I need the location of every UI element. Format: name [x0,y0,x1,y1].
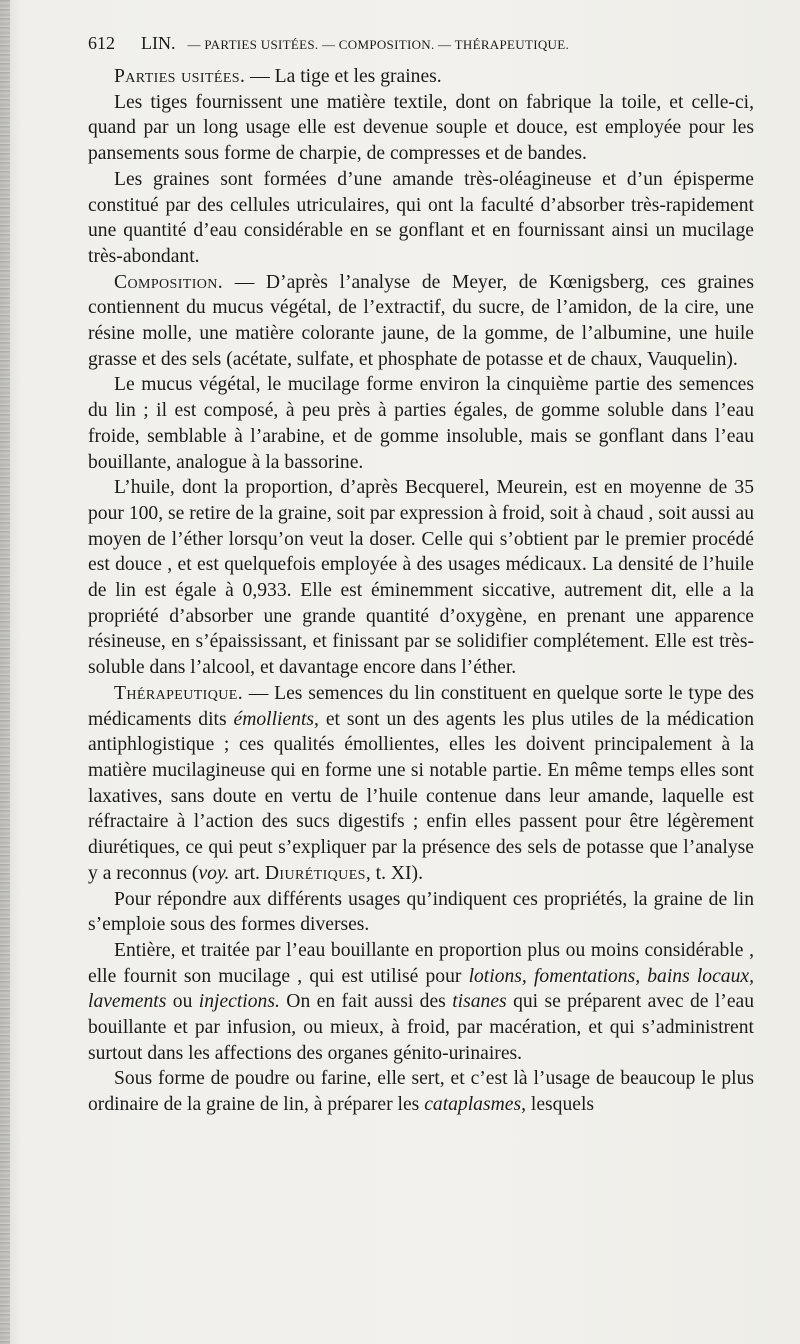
paragraph [88,64,754,90]
paragraph-text: , t. XI). [365,862,423,884]
page-binding-edge [0,0,10,1344]
italic-term: injections. [198,991,280,1013]
italic-term: voy. [198,862,230,884]
section-lead: Thérapeutique. [114,682,244,704]
paragraph [88,90,754,167]
page-content [88,26,754,1118]
paragraph-text: qui se préparent avec de l’eau bouillante et par infusion, ou mieux, à froid, par macération, et qui s’administrent surtout dans les affections des organes génito-urinaires. [88,991,755,1064]
paragraph [88,1066,754,1117]
paragraph [88,887,754,938]
italic-term: lotions, fomentations, bains locaux, lavements [88,965,754,1013]
paragraph-text: Entière, et traitée par l’eau bouillante en proportion plus ou moins considérable , elle fournit son mucilage , qui est utilisé pour [88,939,754,987]
paragraph-text: L’huile, dont la proportion, d’après Becquerel, Meurein, est en moyenne de 35 pour 100, se retire de la graine, soit par expression à froid, soit à chaud , soit aussi au moyen de l’éther lorsqu’on veut la doser. Celle qui s’obtient par le premier procédé est douce , et est quelquefois employée à des usages médicaux. La densité de l’huile de lin est égale à 0,933. Elle est éminemment siccative, autrement dit, elle a la propriété d’absorber une grande quantité d’oxygène, en prenant une apparence résineuse, en s’épaississant, et finissant par se solidifier complétement. Elle est très-soluble dans l’alcool, et davantage encore dans l’éther. [88,477,755,679]
paragraph [88,475,754,681]
paragraph-text: ou [166,991,199,1013]
paragraph-text: lesquels [525,1094,595,1116]
paragraph-text: Les tiges fournissent une matière textile, dont on fabrique la toile, et celle-ci, quand par un long usage elle est devenue souple et douce, est employée pour les pansements sous forme de charpie, de compresses et de bandes. [88,91,754,165]
italic-term: émollients [233,708,315,730]
paragraph-text: — Les semences du lin constituent en quelque sorte le type des médicaments dits [88,682,754,730]
section-lead: Composition. [114,271,224,293]
paragraph-text: Sous forme de poudre ou farine, elle sert, et c’est là l’usage de beaucoup le plus ordinaire de la graine de lin, à préparer les [88,1068,754,1116]
paragraph-text: On en fait aussi des [279,991,453,1013]
italic-term: cataplasmes, [424,1094,526,1116]
paragraph-text: Le mucus végétal, le mucilage forme environ la cinquième partie des semences du lin ; il est composé, à peu près à parties égales, de gomme soluble dans l’eau froide, semblable à l’arabine, et de gomme insoluble, mais se gonflant dans l’eau bouillante, analogue à la bassorine. [88,374,754,473]
article-title: LIN. [141,33,176,53]
paragraph-text: — D’après l’analyse de Meyer, de Kœnigsberg, ces graines contiennent du mucus végétal, de l’extractif, du sucre, de l’amidon, de la cire, une résine molle, une matière colorante jaune, de la gomme, de l’albumine, une huile grasse et des sels (acétate, sulfate, et phosphate de potasse et de chaux, Vauquelin). [88,271,754,370]
paragraph-text: Les graines sont formées d’une amande très-oléagineuse et d’un épisperme constitué par des cellules utriculaires, qui ont la faculté d’absorber très-rapidement une quantité d’eau considérable en se gonflant et en fournissant ainsi un mucilage très-abondant. [88,168,754,267]
paragraph [88,167,754,270]
body-text [88,64,754,1118]
page-number: 612 [88,33,115,53]
paragraph [88,681,754,887]
section-lead: Parties usitées. [114,66,246,87]
cross-reference: Diurétiques [264,862,366,884]
paragraph-text: Pour répondre aux différents usages qu’indiquent ces propriétés, la graine de lin s’emploie sous des formes diverses. [88,888,754,936]
paragraph [88,372,754,475]
paragraph [88,270,754,373]
paragraph-text: art. [229,862,265,884]
paragraph-text: — La tige et les graines. [245,66,442,87]
paragraph [88,938,754,1067]
running-header [88,26,754,60]
paragraph-text: , et sont un des agents les plus utiles de la médication antiphlogistique ; ces qualités émollientes, elles les doivent principalement à la matière mucilagineuse qui en forme une si notable partie. En même temps elles sont laxatives, sans doute en vertu de l’huile contenue dans leur amande, laquelle est réfractaire à l’action des sucs digestifs ; enfin elles passent pour être légèrement diurétiques, ce qui peut s’expliquer par la présence des sels de potasse que l’analyse y a reconnus ( [88,708,755,884]
running-head: — PARTIES USITÉES. — COMPOSITION. — THÉRAPEUTIQUE. [187,37,569,52]
italic-term: tisanes [452,991,507,1013]
